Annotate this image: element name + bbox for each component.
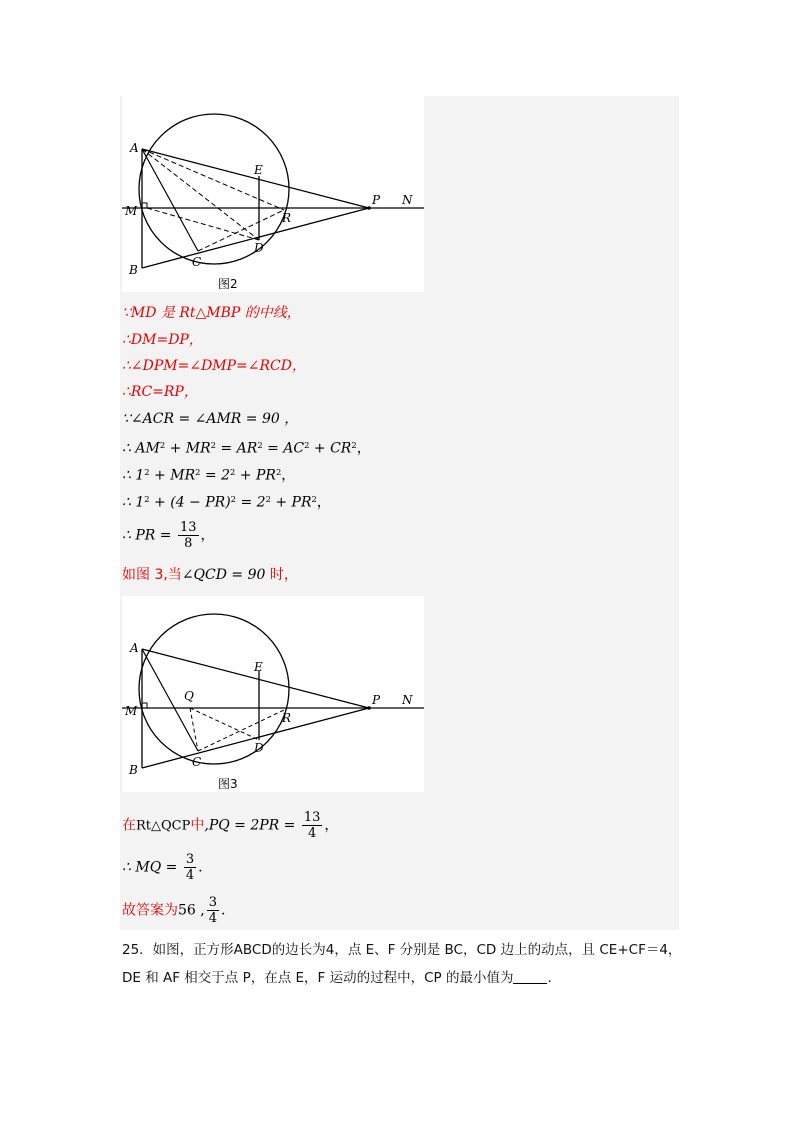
fraction-13-4: $\frac{13}{4}$ [303, 810, 321, 841]
fig3-label-A: A [130, 641, 139, 655]
solution-line-7: ∴ $1^2 + MR^2 = 2^2 + PR^2$， [122, 467, 296, 484]
fig2-label-D: D [254, 241, 264, 255]
figure-3-drawing [122, 596, 424, 792]
problem-25-line-2: DE 和 AF 相交于点 P，在点 E，F 运动的过程中，CP 的最小值为 . [122, 970, 552, 986]
fraction-13-8: $\frac{13}{8}$ [179, 520, 197, 551]
fig3-caption: 图3 [218, 777, 238, 791]
solution-line-10: 如图 3,当∠QCD = 90 时， [122, 567, 298, 583]
figure-2-drawing [122, 96, 424, 292]
fig3-label-P: P [372, 693, 381, 707]
figure-2 [122, 96, 424, 292]
fig3-label-C: C [192, 755, 202, 769]
solution-line-3: ∴∠DPM=∠DMP=∠RCD， [122, 358, 306, 374]
fig3-label-M: M [125, 704, 138, 718]
fig2-label-N: N [402, 193, 413, 207]
solution-line-11: 在Rt△QCP中,PQ = 2PR = $\frac{13}{4}$ ， [122, 810, 339, 841]
fig3-label-D: D [254, 741, 264, 755]
fig3-label-N: N [402, 693, 413, 707]
problem-25-line-1: 25．如图，正方形ABCD的边长为4，点 E、F 分别是 BC，CD 边上的动点，且 CE+CF＝4， [122, 942, 682, 958]
fraction-3-4-b: $\frac{3}{4}$ [208, 895, 217, 926]
fig3-label-B: B [129, 763, 138, 777]
solution-line-6: ∴ $AM^2 + MR^2 = AR^2 = AC^2 + CR^2$， [122, 440, 371, 457]
fig3-label-R: R [282, 711, 292, 725]
fig2-label-B: B [129, 263, 138, 277]
fig2-label-E: E [254, 163, 263, 177]
fig3-label-Q: Q [184, 689, 194, 703]
fig2-caption: 图2 [218, 277, 238, 291]
fig2-label-P: P [372, 193, 381, 207]
solution-line-8: ∴ $1^2 + (4 - PR)^2 = 2^2 + PR^2$， [122, 494, 331, 511]
solution-line-2: ∴DM=DP， [122, 332, 203, 348]
fig2-label-R: R [282, 211, 292, 225]
fig2-label-A: A [130, 141, 139, 155]
fig2-label-C: C [192, 255, 202, 269]
solution-line-1: ∵MD 是 Rt△MBP 的中线， [122, 305, 301, 321]
fig3-label-E: E [254, 660, 263, 674]
solution-line-13: 故答案为56 , $\frac{3}{4}$ . [122, 895, 226, 926]
solution-line-12: ∴ MQ = $\frac{3}{4}$ . [122, 852, 203, 883]
solution-line-4: ∴RC=RP， [122, 384, 198, 400]
fig2-label-M: M [125, 204, 138, 218]
solution-line-5: ∵∠ACR = ∠AMR = 90 ， [122, 411, 299, 427]
solution-line-9: ∴ PR = $\frac{13}{8}$ ， [122, 520, 215, 551]
answer-blank [513, 969, 547, 984]
fraction-3-4-a: $\frac{3}{4}$ [185, 852, 195, 883]
figure-3 [122, 596, 424, 792]
